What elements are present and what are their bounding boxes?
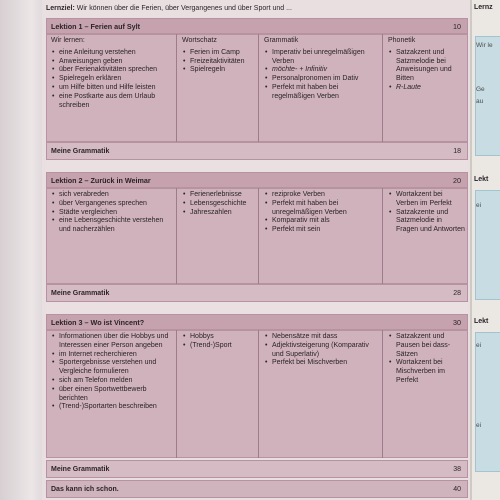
lesson2-col-wortschatz — [176, 188, 258, 284]
list-item: • über Ferienaktivitäten sprechen — [59, 66, 173, 75]
kann-ich-schon-row — [46, 480, 468, 498]
lesson1-page: 10 — [453, 22, 461, 31]
list-item: • im Internet recherchieren — [59, 351, 173, 360]
col-header-phonetik: Phonetik — [388, 37, 416, 44]
list-item: • sich am Telefon melden — [59, 377, 173, 386]
lesson3-col-grammatik — [258, 330, 382, 458]
lesson3-header — [46, 314, 468, 330]
lesson3-grid — [46, 330, 468, 458]
list-item: • möchte- + Infinitiv — [272, 66, 379, 75]
section-gap — [46, 302, 468, 314]
right-page-text: ei — [476, 202, 482, 209]
lesson2-grammar-row — [46, 284, 468, 302]
lernziel-text: Wir können über die Ferien, über Vergangenes und über Sport und ... — [76, 5, 292, 12]
right-page-text: au — [476, 98, 484, 105]
col-header-wir-lernen: Wir lernen: — [51, 37, 85, 44]
col-header-wortschatz: Wortschatz — [182, 37, 217, 44]
lesson3-grammar-row — [46, 460, 468, 478]
list-item: • reziproke Verben — [272, 191, 379, 200]
list-item: • Lebensgeschichte — [190, 200, 255, 209]
right-page-text: Ge — [476, 86, 485, 93]
list-item: • Hobbys — [190, 333, 255, 342]
lernziel-line — [46, 2, 466, 16]
grammar-page: 38 — [453, 466, 461, 473]
lesson3-col-wortschatz — [176, 330, 258, 458]
list-item: • (Trend-)Sport — [190, 342, 255, 351]
lernziel-label: Lernziel: — [46, 5, 75, 12]
grammar-label: Meine Grammatik — [51, 290, 110, 297]
list-item: • Wortakzent bei Verben im Perfekt — [396, 191, 465, 209]
lesson2-header — [46, 172, 468, 188]
lesson1-col-phonetik — [382, 34, 468, 142]
right-page-text: ei — [476, 342, 482, 349]
lesson1-header — [46, 18, 468, 34]
list-item: • über Vergangenes sprechen — [59, 200, 173, 209]
list-item: • Perfekt mit haben bei regelmäßigen Verben — [272, 84, 379, 102]
lesson1-col-wortschatz — [176, 34, 258, 142]
list-item: • Perfekt mit haben bei unregelmäßigen Verben — [272, 200, 379, 218]
grammar-page: 28 — [453, 290, 461, 297]
list-item: • Städte vergleichen — [59, 209, 173, 218]
list-item: • Satzakzente und Satzmelodie in Fragen und Antworten — [396, 209, 465, 235]
lesson2-col-grammatik — [258, 188, 382, 284]
list-item: • Imperativ bei unregelmäßigen Verben — [272, 49, 379, 67]
list-item: • Satzakzent und Pausen bei dass-Sätzen — [396, 333, 465, 359]
grammar-page: 18 — [453, 148, 461, 155]
right-page-heading: Lekt — [474, 318, 489, 325]
list-item: • Personalpronomen im Dativ — [272, 75, 379, 84]
list-item: • eine Lebensgeschichte verstehen und nacherzählen — [59, 217, 173, 235]
lesson1-col-wir-lernen — [46, 34, 176, 142]
lesson3-page: 30 — [453, 318, 461, 327]
right-page-heading: Lekt — [474, 176, 489, 183]
lesson2-grid — [46, 188, 468, 284]
lesson3-col-wir-lernen — [46, 330, 176, 458]
col-header-grammatik: Grammatik — [264, 37, 299, 44]
right-page-edge — [470, 0, 500, 500]
kann-label: Das kann ich schon. — [51, 486, 119, 493]
lesson1-grid — [46, 34, 468, 142]
lesson1-title: Lektion 1 – Ferien auf Sylt — [51, 22, 141, 31]
list-item: • (Trend-)Sportarten beschreiben — [59, 403, 173, 412]
lesson3-title: Lektion 3 – Wo ist Vincent? — [51, 318, 145, 327]
list-item: • Nebensätze mit dass — [272, 333, 379, 342]
right-page-block — [475, 332, 500, 472]
list-item: • eine Postkarte aus dem Urlaub schreiben — [59, 93, 173, 111]
right-page-heading: Lernz — [474, 4, 493, 11]
lesson1-grammar-row — [46, 142, 468, 160]
list-item: • Wortakzent bei Mischverben im Perfekt — [396, 359, 465, 385]
lesson2-col-phonetik — [382, 188, 468, 284]
list-item: • sich verabreden — [59, 191, 173, 200]
list-item: • Komparativ mit als — [272, 217, 379, 226]
list-item: • über einen Sportwettbewerb berichten — [59, 386, 173, 404]
list-item: • Spielregeln erklären — [59, 75, 173, 84]
lesson1-col-grammatik — [258, 34, 382, 142]
grammar-label: Meine Grammatik — [51, 466, 110, 473]
lesson2-col-wir-lernen — [46, 188, 176, 284]
section-gap — [46, 160, 468, 172]
list-item: • Sportergebnisse verstehen und Vergleiche formulieren — [59, 359, 173, 377]
kann-page: 40 — [453, 486, 461, 493]
list-item: • Anweisungen geben — [59, 58, 173, 67]
list-item: • Informationen über die Hobbys und Interessen einer Person angeben — [59, 333, 173, 351]
list-item: • Spielregeln — [190, 66, 255, 75]
grammar-label: Meine Grammatik — [51, 148, 110, 155]
list-item: • um Hilfe bitten und Hilfe leisten — [59, 84, 173, 93]
lesson2-page: 20 — [453, 176, 461, 185]
list-item: • Perfekt bei Mischverben — [272, 359, 379, 368]
left-page-margin — [0, 0, 42, 500]
list-item: • Freizeitaktivitäten — [190, 58, 255, 67]
list-item: • Ferien im Camp — [190, 49, 255, 58]
lesson3-col-phonetik — [382, 330, 468, 458]
list-item: • Perfekt mit sein — [272, 226, 379, 235]
list-item: • R-Laute — [396, 84, 465, 93]
right-page-text: Wir le — [476, 42, 493, 49]
list-item: • Adjektivsteigerung (Komparativ und Superlativ) — [272, 342, 379, 360]
right-page-text: ei — [476, 422, 482, 429]
list-item: • Jahreszahlen — [190, 209, 255, 218]
list-item: • Ferienerlebnisse — [190, 191, 255, 200]
list-item: • Satzakzent und Satzmelodie bei Anweisungen und Bitten — [396, 49, 465, 84]
lesson2-title: Lektion 2 – Zurück in Weimar — [51, 176, 151, 185]
list-item: • eine Anleitung verstehen — [59, 49, 173, 58]
